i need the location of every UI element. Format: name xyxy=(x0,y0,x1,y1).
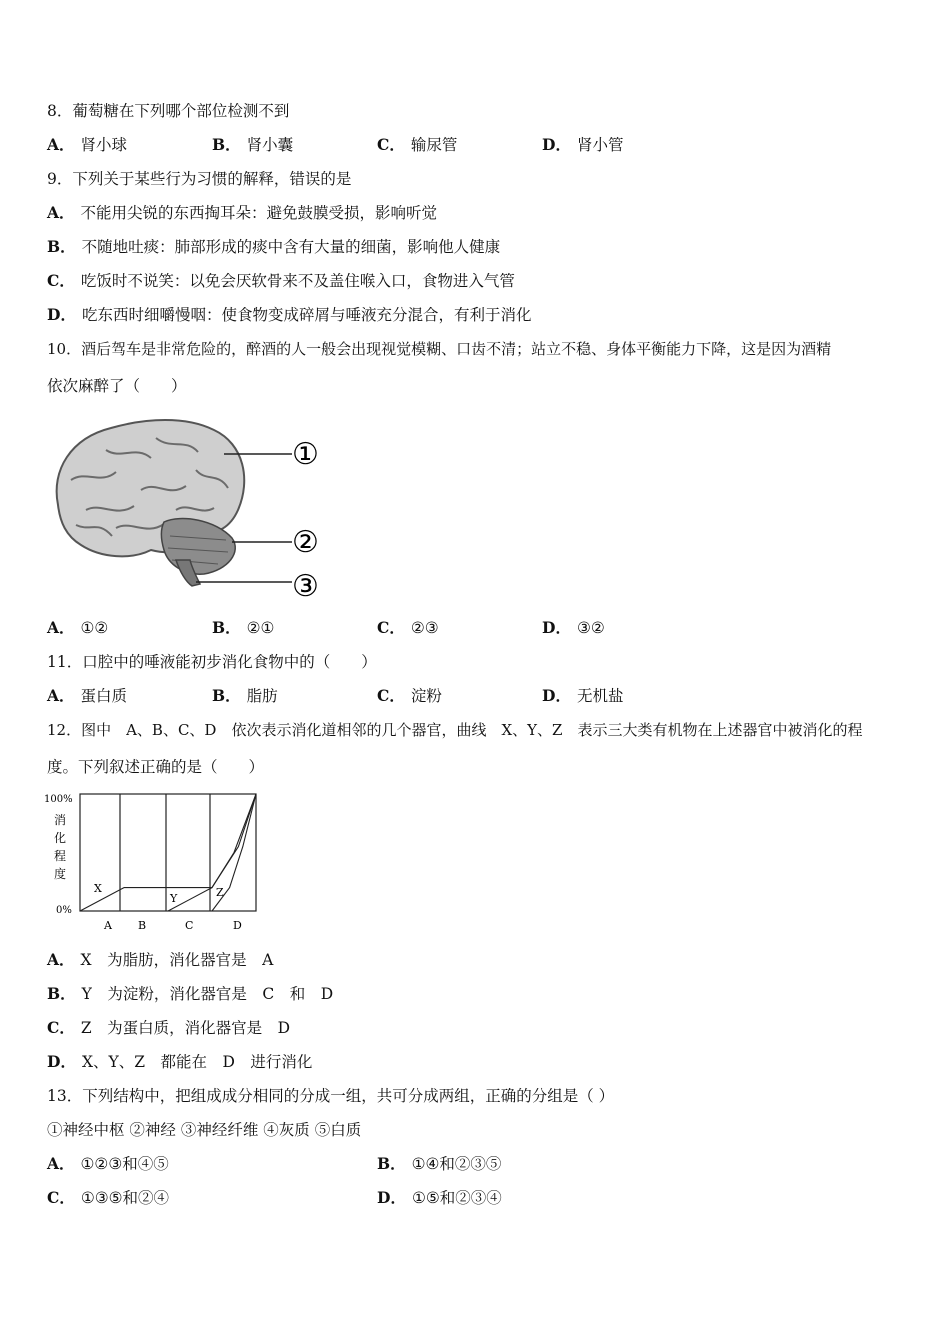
q8-option-b xyxy=(212,135,293,155)
y-label-char: 度 xyxy=(54,867,67,881)
x-label-a: A xyxy=(104,919,112,932)
y-tick-top: 100% xyxy=(44,794,73,805)
option-letter: D． xyxy=(47,305,76,324)
option-letter: A． xyxy=(47,1154,75,1173)
option-letter: B． xyxy=(212,135,241,154)
option-text: 蛋白质 xyxy=(80,687,128,705)
option-letter: B． xyxy=(377,1154,406,1173)
option-text: 肾小球 xyxy=(80,136,128,154)
option-text: 不能用尖锐的东西掏耳朵：避免鼓膜受损，影响听觉 xyxy=(80,204,438,222)
q13-option-a xyxy=(47,1154,169,1174)
series-line-y xyxy=(80,794,256,911)
q9-option-b xyxy=(47,237,500,257)
q11-option-c xyxy=(377,686,442,706)
option-letter: C． xyxy=(47,271,75,290)
option-letter: A． xyxy=(47,950,75,969)
q11-option-b xyxy=(212,686,278,706)
option-text: 吃东西时细嚼慢咽：使食物变成碎屑与唾液充分混合，有利于消化 xyxy=(81,306,532,324)
x-label-b: B xyxy=(138,919,147,932)
q9-option-c xyxy=(47,271,515,291)
series-line-x xyxy=(80,794,256,911)
option-letter: A． xyxy=(47,203,75,222)
label-2: ② xyxy=(292,525,319,560)
q12-option-a xyxy=(47,950,273,970)
option-text: 脂肪 xyxy=(246,687,278,705)
option-letter: D． xyxy=(542,135,571,154)
option-letter: D． xyxy=(542,618,571,637)
option-letter: B． xyxy=(212,618,241,637)
option-letter: B． xyxy=(47,984,76,1003)
q10-stem-line2: 依次麻醉了（ ） xyxy=(47,377,187,395)
q13-option-b xyxy=(377,1154,501,1174)
q10-option-c xyxy=(377,618,439,638)
q12-option-b xyxy=(47,984,333,1004)
q9-option-a xyxy=(47,203,437,223)
q10-stem-line1: 10．酒后驾车是非常危险的，醉酒的人一般会出现视觉模糊、口齿不清；站立不稳、身体平衡能力下降，这是因为酒精 xyxy=(47,340,832,358)
option-text: Z 为蛋白质，消化器官是 D xyxy=(80,1019,291,1037)
q11-stem: 11．口腔中的唾液能初步消化食物中的（ ） xyxy=(47,653,377,671)
option-letter: D． xyxy=(377,1188,406,1207)
option-letter: A． xyxy=(47,618,75,637)
option-text: 肾小管 xyxy=(576,136,624,154)
option-text: ①② xyxy=(80,619,109,637)
option-text: X 为脂肪，消化器官是 A xyxy=(80,951,274,969)
q12-stem-line2: 度。下列叙述正确的是（ ） xyxy=(47,758,265,776)
option-text: 无机盐 xyxy=(576,687,624,705)
q12-option-d xyxy=(47,1052,312,1072)
y-label-char: 消 xyxy=(54,813,67,827)
option-letter: C． xyxy=(377,686,405,705)
option-letter: B． xyxy=(47,237,76,256)
q12-option-c xyxy=(47,1018,290,1038)
digestion-chart xyxy=(40,786,270,936)
q9-stem: 9．下列关于某些行为习惯的解释，错误的是 xyxy=(47,170,352,188)
series-lines xyxy=(80,794,256,911)
option-text: ①②③和④⑤ xyxy=(80,1155,169,1173)
y-tick-bottom: 0% xyxy=(56,905,72,916)
option-letter: D． xyxy=(542,686,571,705)
q8-option-a xyxy=(47,135,127,155)
option-letter: C． xyxy=(47,1188,75,1207)
q13-option-c xyxy=(47,1188,169,1208)
option-text: ③② xyxy=(576,619,605,637)
curve-label-z: Z xyxy=(216,886,224,899)
option-letter: B． xyxy=(212,686,241,705)
option-letter: D． xyxy=(47,1052,76,1071)
option-letter: C． xyxy=(377,618,405,637)
x-label-d: D xyxy=(233,919,242,932)
q10-option-d xyxy=(542,618,605,638)
curve-label-x: X xyxy=(94,882,102,895)
q8-option-c xyxy=(377,135,457,155)
option-text: 淀粉 xyxy=(410,687,442,705)
option-letter: C． xyxy=(377,135,405,154)
option-letter: A． xyxy=(47,686,75,705)
q10-option-a xyxy=(47,618,108,638)
brain-figure xyxy=(46,410,336,610)
series-line-z xyxy=(80,794,256,911)
chart-frame xyxy=(80,794,256,911)
q13-stem: 13．下列结构中，把组成成分相同的分成一组，共可分成两组，正确的分组是（ ） xyxy=(47,1087,615,1105)
curve-label-y: Y xyxy=(170,892,178,905)
option-text: 不随地吐痰：肺部形成的痰中含有大量的细菌，影响他人健康 xyxy=(81,238,501,256)
option-text: X、Y、Z 都能在 D 进行消化 xyxy=(81,1053,313,1071)
option-text: 输尿管 xyxy=(410,136,458,154)
x-label-c: C xyxy=(185,919,194,932)
y-label-char: 化 xyxy=(54,831,67,845)
option-text: 肾小囊 xyxy=(246,136,294,154)
q8-stem: 8．葡萄糖在下列哪个部位检测不到 xyxy=(47,102,290,120)
q11-option-a xyxy=(47,686,127,706)
option-text: ①③⑤和②④ xyxy=(80,1189,170,1207)
q13-items: ①神经中枢 ②神经 ③神经纤维 ④灰质 ⑤白质 xyxy=(47,1121,362,1139)
option-text: 吃饭时不说笑：以免会厌软骨来不及盖住喉入口，食物进入气管 xyxy=(80,272,515,290)
option-text: ①⑤和②③④ xyxy=(411,1189,502,1207)
option-text: ②① xyxy=(246,619,275,637)
q12-stem-line1: 12．图中 A、B、C、D 依次表示消化道相邻的几个器官，曲线 X、Y、Z 表示三大类有机物在上述器官中被消化的程 xyxy=(47,721,863,739)
option-text: ②③ xyxy=(410,619,439,637)
option-letter: A． xyxy=(47,135,75,154)
q10-option-b xyxy=(212,618,274,638)
q9-option-d xyxy=(47,305,531,325)
label-1: ① xyxy=(292,437,319,472)
q8-option-d xyxy=(542,135,623,155)
q13-option-d xyxy=(377,1188,502,1208)
brain-illustration xyxy=(57,420,245,586)
option-text: Y 为淀粉，消化器官是 C 和 D xyxy=(81,985,334,1003)
y-label-char: 程 xyxy=(54,849,67,863)
option-text: ①④和②③⑤ xyxy=(411,1155,502,1173)
option-letter: C． xyxy=(47,1018,75,1037)
q11-option-d xyxy=(542,686,623,706)
label-3: ③ xyxy=(292,569,319,604)
